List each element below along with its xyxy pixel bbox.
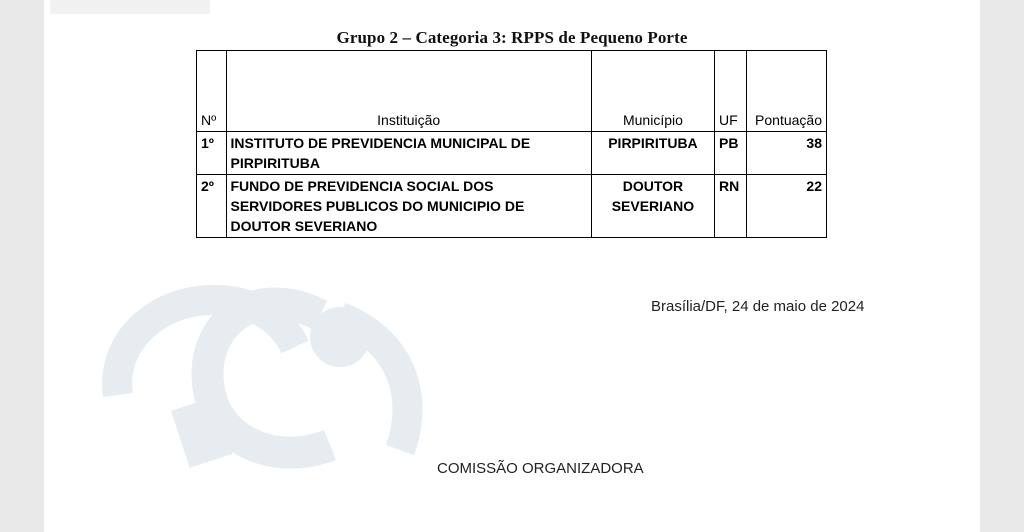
- table-row: [197, 132, 827, 175]
- cell-institution: INSTITUTO DE PREVIDENCIA MUNICIPAL DE PIRPIRITUBA: [226, 132, 591, 175]
- watermark-dot: [310, 307, 370, 367]
- document-title: Grupo 2 – Categoria 3: RPPS de Pequeno Porte: [336, 28, 688, 47]
- cell-score: 38: [746, 132, 826, 175]
- table-header-row: [197, 51, 827, 132]
- cell-score: 22: [746, 175, 826, 238]
- header-institution: Instituição: [226, 51, 591, 132]
- cell-uf: PB: [715, 132, 747, 175]
- header-score: Pontuação: [746, 51, 826, 132]
- results-table: [196, 50, 827, 238]
- header-uf: UF: [715, 51, 747, 132]
- signature-committee: COMISSÃO ORGANIZADORA: [437, 460, 644, 477]
- table-row: [197, 175, 827, 238]
- cell-rank: 2º: [197, 175, 227, 238]
- top-shadow: [50, 0, 210, 14]
- cell-municipality: DOUTOR SEVERIANO: [591, 175, 714, 238]
- header-municipality: Município: [591, 51, 714, 132]
- watermark-logo: [100, 285, 440, 475]
- header-no: Nº: [197, 51, 227, 132]
- place-date: Brasília/DF, 24 de maio de 2024: [651, 298, 865, 315]
- cell-uf: RN: [715, 175, 747, 238]
- cell-institution: FUNDO DE PREVIDENCIA SOCIAL DOS SERVIDORES PUBLICOS DO MUNICIPIO DE DOUTOR SEVERIANO: [226, 175, 591, 238]
- cell-municipality: PIRPIRITUBA: [591, 132, 714, 175]
- cell-rank: 1º: [197, 132, 227, 175]
